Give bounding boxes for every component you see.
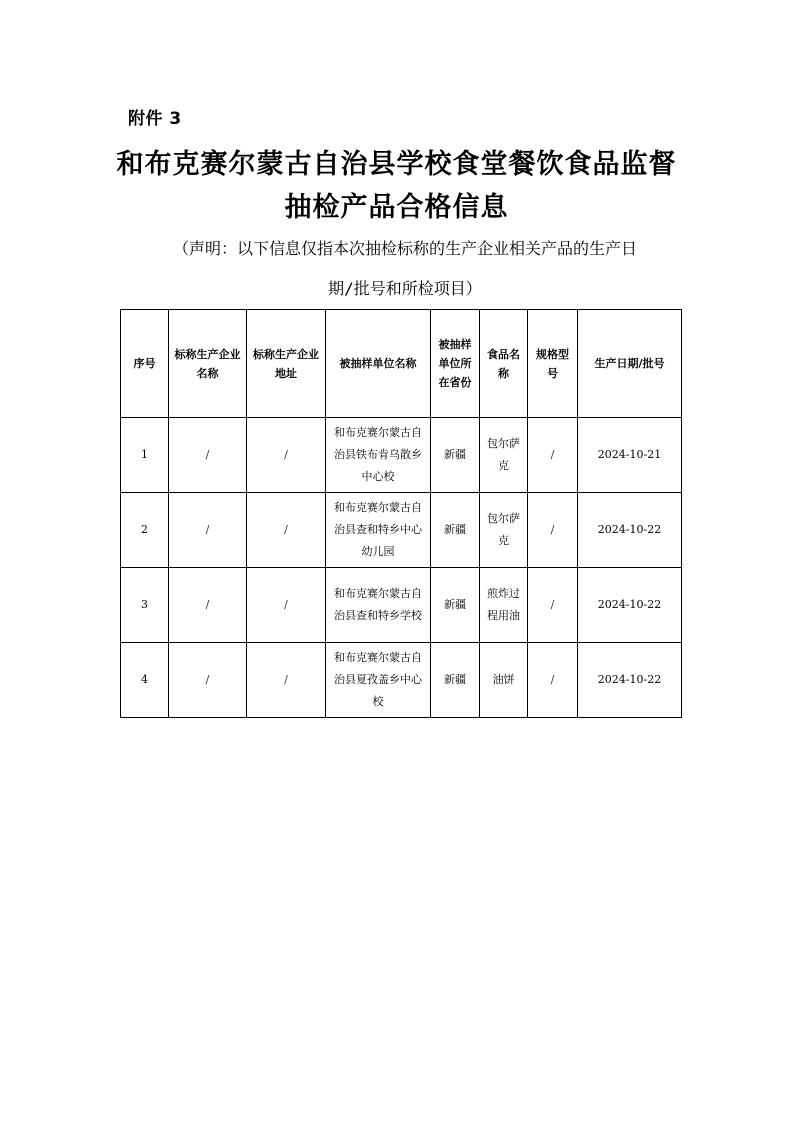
statement-line-2: 期/批号和所检项目） <box>328 279 482 298</box>
cell-province: 新疆 <box>431 643 480 718</box>
header-production-date: 生产日期/批号 <box>578 310 682 418</box>
page-title-line-1: 和布克赛尔蒙古自治县学校食堂餐饮食品监督 <box>116 149 677 180</box>
header-sampled-unit-name: 被抽样单位名称 <box>326 310 431 418</box>
cell-serial: 3 <box>121 568 169 643</box>
cell-manufacturer-address: / <box>247 493 326 568</box>
header-manufacturer-name: 标称生产企业名称 <box>169 310 247 418</box>
page-title-line-2: 抽检产品合格信息 <box>284 192 509 223</box>
header-specification: 规格型号 <box>528 310 578 418</box>
cell-sampled-unit-name: 和布克赛尔蒙古自治县查和特乡中心幼儿园 <box>326 493 431 568</box>
table-row <box>121 568 682 643</box>
cell-specification: / <box>528 493 578 568</box>
cell-sampled-unit-name: 和布克赛尔蒙古自治县查和特乡学校 <box>326 568 431 643</box>
cell-manufacturer-address: / <box>247 568 326 643</box>
cell-serial: 4 <box>121 643 169 718</box>
cell-manufacturer-name: / <box>169 568 247 643</box>
cell-food-name: 包尔萨克 <box>480 418 528 493</box>
header-manufacturer-address: 标称生产企业地址 <box>247 310 326 418</box>
cell-specification: / <box>528 418 578 493</box>
cell-manufacturer-address: / <box>247 418 326 493</box>
cell-manufacturer-name: / <box>169 418 247 493</box>
cell-sampled-unit-name: 和布克赛尔蒙古自治县铁布肯乌散乡中心校 <box>326 418 431 493</box>
cell-food-name: 包尔萨克 <box>480 493 528 568</box>
cell-food-name: 煎炸过程用油 <box>480 568 528 643</box>
header-sampled-unit-province: 被抽样单位所在省份 <box>431 310 480 418</box>
cell-production-date: 2024-10-22 <box>578 643 682 718</box>
header-food-name: 食品名称 <box>480 310 528 418</box>
cell-manufacturer-address: / <box>247 643 326 718</box>
cell-serial: 1 <box>121 418 169 493</box>
cell-food-name: 油饼 <box>480 643 528 718</box>
header-serial: 序号 <box>121 310 169 418</box>
cell-production-date: 2024-10-21 <box>578 418 682 493</box>
cell-production-date: 2024-10-22 <box>578 568 682 643</box>
table-row <box>121 493 682 568</box>
cell-specification: / <box>528 568 578 643</box>
cell-sampled-unit-name: 和布克赛尔蒙古自治县夏孜盖乡中心校 <box>326 643 431 718</box>
cell-manufacturer-name: / <box>169 493 247 568</box>
table-row <box>121 643 682 718</box>
statement-line-1: （声明：以下信息仅指本次抽检标称的生产企业相关产品的生产日 <box>172 239 637 258</box>
cell-province: 新疆 <box>431 493 480 568</box>
cell-specification: / <box>528 643 578 718</box>
cell-manufacturer-name: / <box>169 643 247 718</box>
cell-province: 新疆 <box>431 568 480 643</box>
table-row <box>121 418 682 493</box>
cell-production-date: 2024-10-22 <box>578 493 682 568</box>
attachment-label: 附件 3 <box>128 109 182 129</box>
cell-province: 新疆 <box>431 418 480 493</box>
table-header-row <box>121 310 682 418</box>
results-table <box>120 309 682 718</box>
cell-serial: 2 <box>121 493 169 568</box>
